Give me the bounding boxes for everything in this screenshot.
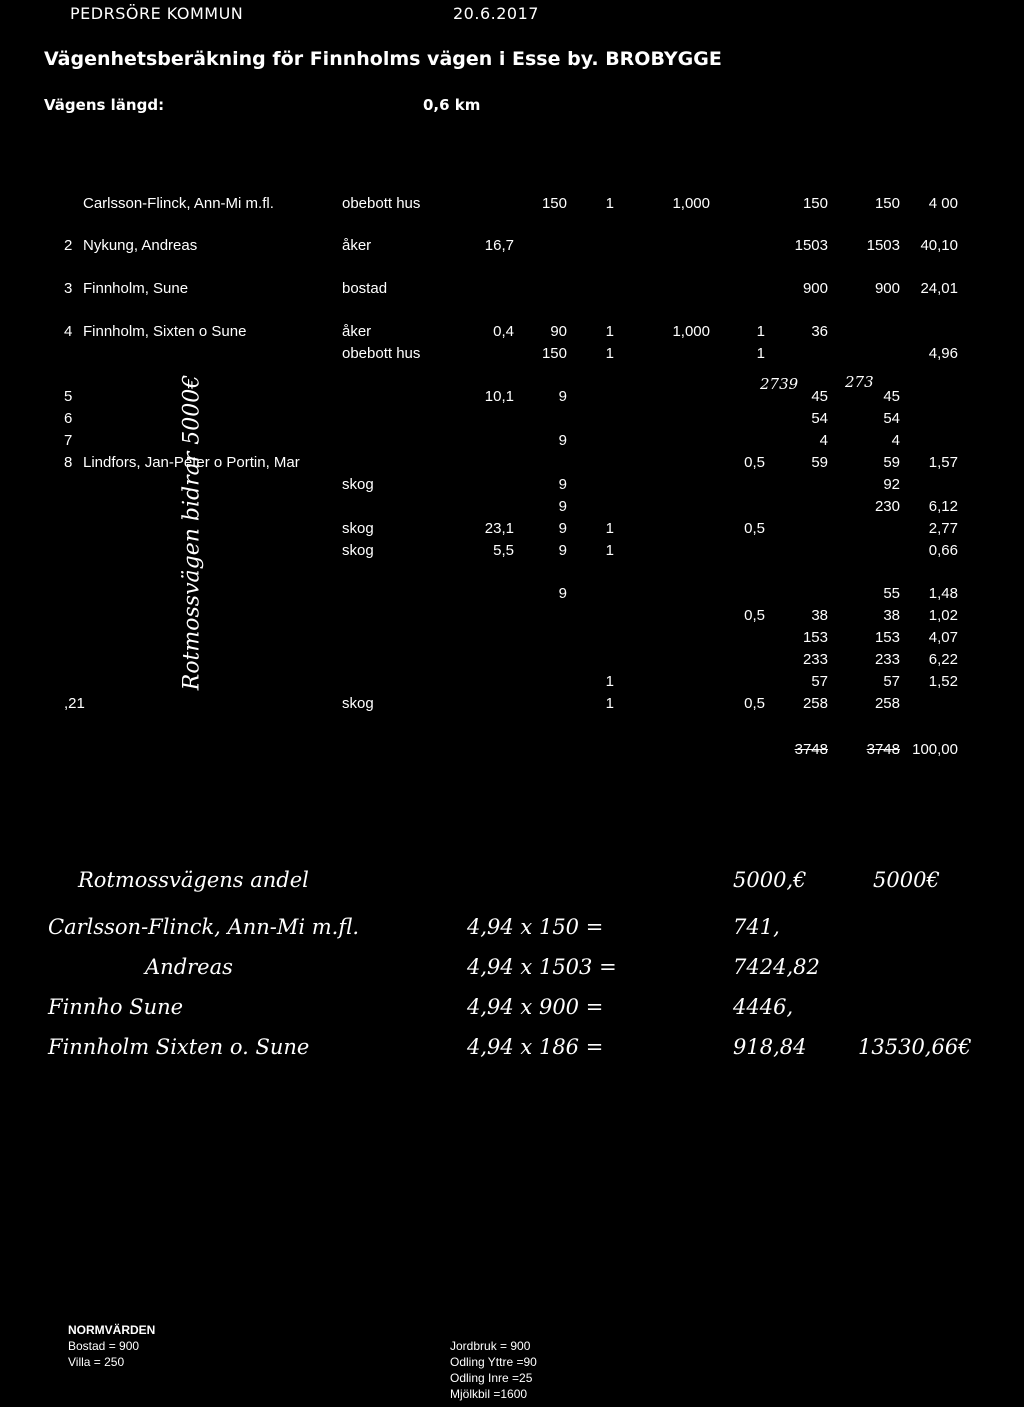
normvarden-title: NORMVÄRDEN <box>68 1323 156 1337</box>
norm-odling-inre: Odling Inre =25 <box>450 1371 533 1385</box>
table-cell-c8: 6,22 <box>928 651 958 668</box>
normvarden-block <box>68 1322 155 1370</box>
table-cell-type: obebott hus <box>342 345 421 362</box>
table-cell-c8: 6,12 <box>928 498 958 515</box>
norm-jordbruk: Jordbruk = 900 <box>450 1339 531 1353</box>
table-cell-c8: 2,77 <box>928 520 958 537</box>
table-cell-c5: 0,5 <box>744 454 765 471</box>
page-title: Vägenhetsberäkning för Finnholms vägen i Esse by. BROBYGGE <box>44 48 722 70</box>
calc-expr: 4,94 x 900 = <box>467 995 604 1019</box>
table-cell-c1: 0,4 <box>493 323 514 340</box>
table-cell-c8: 1,52 <box>928 673 958 690</box>
table-cell-c7: 230 <box>874 498 900 515</box>
table-cell-c1: 10,1 <box>484 388 514 405</box>
table-cell-c2: 9 <box>558 432 567 449</box>
table-cell-nr: 4 <box>64 323 73 340</box>
calc-heading: Rotmossvägens andel <box>78 868 309 892</box>
handwritten-subtotal-a: 2739 <box>760 375 799 393</box>
table-cell-c5: 1 <box>756 323 765 340</box>
norm-bostad: Bostad = 900 <box>68 1339 140 1353</box>
table-cell-nr: 5 <box>64 388 73 405</box>
table-cell-name: Nykung, Andreas <box>83 237 198 254</box>
calc-extra: 13530,66€ <box>858 1035 972 1059</box>
road-length-label: Vägens längd: <box>44 96 165 114</box>
table-cell-c8: 4 00 <box>928 195 958 212</box>
table-cell-c3: 1 <box>605 345 614 362</box>
table-cell-type: skog <box>342 520 374 537</box>
table-cell-c2: 9 <box>558 585 567 602</box>
table-cell-c2: 9 <box>558 542 567 559</box>
calc-expr: 4,94 x 1503 = <box>467 955 617 979</box>
table-cell-c6: 150 <box>802 195 828 212</box>
calc-heading-value-2: 5000€ <box>873 868 940 892</box>
table-cell-c3: 1 <box>605 673 614 690</box>
table-cell-c5: 1 <box>756 345 765 362</box>
calc-expr: 4,94 x 186 = <box>467 1035 604 1059</box>
calc-result: 4446, <box>733 995 794 1019</box>
calc-name: Andreas <box>145 955 233 979</box>
table-cell-c6: 59 <box>811 454 828 471</box>
table-cell-c7: 1503 <box>866 237 900 254</box>
table-cell-type: skog <box>342 476 374 493</box>
table-cell-nr: 7 <box>64 432 73 449</box>
table-cell-name: Finnholm, Sune <box>83 280 189 297</box>
table-cell-c7: 92 <box>883 476 900 493</box>
table-cell-c6: 54 <box>811 410 828 427</box>
table-cell-c8: 1,48 <box>928 585 958 602</box>
table-cell-c6: 1503 <box>794 237 828 254</box>
table-cell-c2: 9 <box>558 520 567 537</box>
table-cell-c2: 9 <box>558 476 567 493</box>
table-cell-c7: 45 <box>883 388 900 405</box>
table-cell-c7: 258 <box>874 695 900 712</box>
table-cell-c7: 38 <box>883 607 900 624</box>
norm-odling-yttre: Odling Yttre =90 <box>450 1355 537 1369</box>
total-c8: 100,00 <box>912 741 958 758</box>
calc-result: 918,84 <box>733 1035 807 1059</box>
table-cell-c3: 1 <box>605 695 614 712</box>
table-cell-c6: 258 <box>802 695 828 712</box>
document-date: 20.6.2017 <box>453 4 539 23</box>
table-cell-type: obebott hus <box>342 195 421 212</box>
table-cell-c8: 24,01 <box>920 280 958 297</box>
road-length-value: 0,6 km <box>423 96 481 114</box>
table-cell-nr: 8 <box>64 454 73 471</box>
table-cell-c6: 153 <box>802 629 828 646</box>
table-cell-c2: 9 <box>558 388 567 405</box>
table-cell-c2: 90 <box>550 323 567 340</box>
table-cell-c6: 4 <box>819 432 828 449</box>
table-cell-c6: 38 <box>811 607 828 624</box>
table-cell-c8: 4,07 <box>928 629 958 646</box>
table-cell-type: åker <box>342 237 372 254</box>
calc-result: 7424,82 <box>733 955 820 979</box>
table-cell-c8: 0,66 <box>928 542 958 559</box>
table-cell-c3: 1 <box>605 520 614 537</box>
table-cell-type: skog <box>342 542 374 559</box>
table-cell-c7: 153 <box>874 629 900 646</box>
table-cell-c2: 150 <box>541 345 567 362</box>
calc-name: Finnho Sune <box>48 995 184 1019</box>
org-name: PEDRSÖRE KOMMUN <box>70 4 244 23</box>
table-cell-c8: 40,10 <box>920 237 958 254</box>
table-cell-name: Lindfors, Jan-Peter o Portin, Mar <box>83 454 300 471</box>
table-cell-c8: 1,57 <box>928 454 958 471</box>
norm-villa: Villa = 250 <box>68 1355 125 1369</box>
calc-result: 741, <box>733 915 780 939</box>
table-cell-c7: 150 <box>874 195 900 212</box>
table-cell-c6: 900 <box>802 280 828 297</box>
table-cell-type: bostad <box>342 280 388 297</box>
table-cell-type: åker <box>342 323 372 340</box>
table-cell-nr: 3 <box>64 280 73 297</box>
table-cell-c1: 23,1 <box>484 520 514 537</box>
table-cell-name: Finnholm, Sixten o Sune <box>83 323 247 340</box>
table-cell-c7: 54 <box>883 410 900 427</box>
table-cell-c8: 4,96 <box>928 345 958 362</box>
table-cell-c7: 233 <box>874 651 900 668</box>
table-cell-c6: 36 <box>811 323 828 340</box>
table-cell-c5: 0,5 <box>744 520 765 537</box>
table-cell-c5: 0,5 <box>744 607 765 624</box>
table-cell-c6: 57 <box>811 673 828 690</box>
table-cell-nr: 2 <box>64 237 73 254</box>
table-cell-c7: 55 <box>883 585 900 602</box>
table-cell-c8: 1,02 <box>928 607 958 624</box>
total-c7: 3748 <box>866 741 900 758</box>
calc-heading-value-1: 5000,€ <box>733 868 807 892</box>
table-cell-c7: 900 <box>874 280 900 297</box>
side-handwritten-note: Rotmossvägen bidrar 5000€ <box>179 374 205 691</box>
table-cell-name: Carlsson-Flinck, Ann-Mi m.fl. <box>83 195 274 212</box>
table-cell-c3: 1 <box>605 542 614 559</box>
table-cell-c3: 1 <box>605 195 614 212</box>
table-cell-c4: 1,000 <box>672 195 710 212</box>
table-cell-c4: 1,000 <box>672 323 710 340</box>
table-cell-nr: 6 <box>64 410 73 427</box>
table-cell-c3: 1 <box>605 323 614 340</box>
table-cell-c1: 16,7 <box>484 237 514 254</box>
table-cell-c2: 9 <box>558 498 567 515</box>
table-cell-c6: 233 <box>802 651 828 668</box>
table-cell-type: skog <box>342 695 374 712</box>
table-cell-c7: 57 <box>883 673 900 690</box>
calc-name: Finnholm Sixten o. Sune <box>48 1035 310 1059</box>
norm-values-block <box>450 1338 537 1402</box>
handwritten-subtotal-b: 273 <box>845 373 874 391</box>
table-cell-c2: 150 <box>541 195 567 212</box>
table-cell-c7: 4 <box>891 432 900 449</box>
calc-name: Carlsson-Flinck, Ann-Mi m.fl. <box>48 915 360 939</box>
calc-expr: 4,94 x 150 = <box>467 915 604 939</box>
total-c6: 3748 <box>794 741 828 758</box>
table-cell-c5: 0,5 <box>744 695 765 712</box>
table-cell-c7: 59 <box>883 454 900 471</box>
table-cell-c1: 5,5 <box>493 542 514 559</box>
table-cell-nr: ,21 <box>64 695 85 712</box>
norm-mjolkbil: Mjölkbil =1600 <box>450 1387 528 1401</box>
table-cell-c6: 45 <box>811 388 828 405</box>
